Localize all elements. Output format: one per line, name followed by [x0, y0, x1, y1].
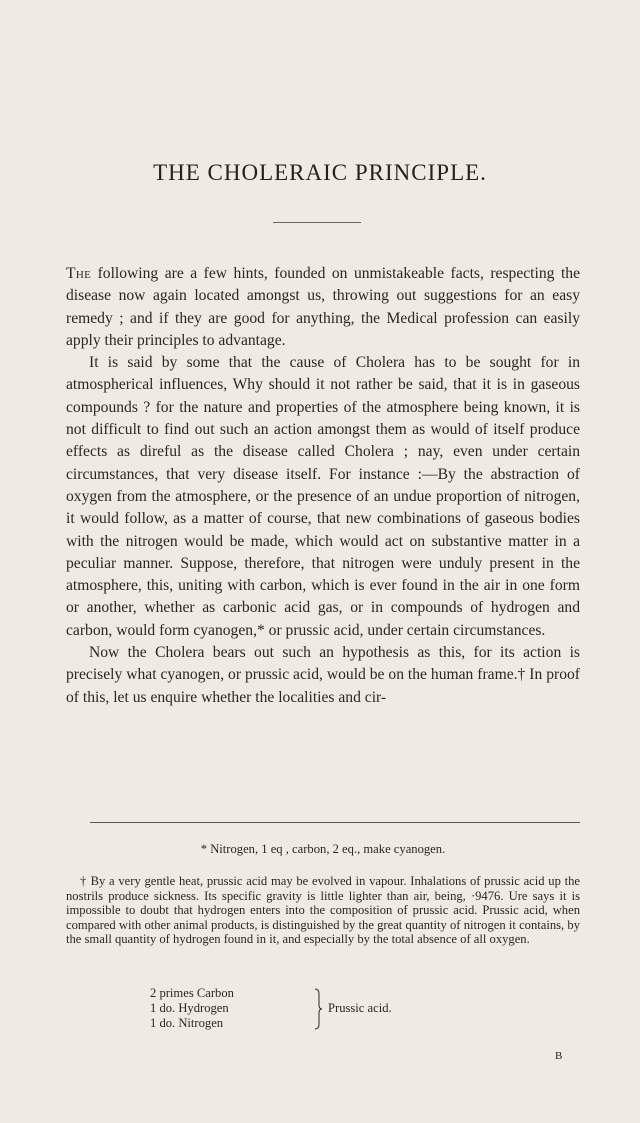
page-title: THE CHOLERAIC PRINCIPLE.: [153, 160, 487, 185]
composition-row: 1 do. Hydrogen: [150, 1001, 229, 1015]
composition-row: 1 do. Nitrogen: [150, 1016, 224, 1030]
body-text: [66, 263, 580, 709]
footnote-rule: [90, 822, 580, 823]
footnote-2: [66, 874, 580, 947]
composition-table: [150, 986, 392, 1031]
composition-row: 2 primes Carbon: [150, 986, 234, 1000]
paragraph-3: Now the Cholera bears out such an hypothesis as this, for its action is precisely what cyanogen, or prussic acid, would be on the human frame.† In proof of this, let us enquire whether the localities and cir-: [66, 644, 580, 706]
footnote-1: * Nitrogen, 1 eq , carbon, 2 eq., make cyanogen.: [200, 842, 446, 856]
title-rule: [273, 222, 361, 223]
brace-icon: [314, 988, 322, 1030]
paragraph-1-text: following are a few hints, founded on unmistakeable facts, respecting the disease now again located amongst us, throwing out suggestions for an easy remedy ; and if they are good for anything, the Medical profession can easily apply their principles to advantage.: [66, 265, 580, 349]
signature-mark: B: [555, 1050, 563, 1062]
paragraph-2: It is said by some that the cause of Cholera has to be sought for in atmospherical influences, Why should it not rather be said, that it is in gaseous compounds ? for the nature and properties of the atmosphere being known, it is not difficult to find out such an action amongst them as would of itself produce effects as direful as the disease called Cholera ; nay, even under certain circumstances, that very disease itself. For instance :—By the abstraction of oxygen from the atmosphere, or the presence of an undue proportion of nitrogen, it would follow, as a matter of course, that new combinations of gaseous bodies with the nitrogen would be made, which would act on substantive matter in a peculiar manner. Suppose, therefore, that nitrogen were unduly present in the atmosphere, this, uniting with carbon, which is ever found in the air in one form or another, whether as carbonic acid gas, or in compounds of hydrogen and carbon, would form cyanogen,* or prussic acid, under certain circumstances.: [66, 354, 580, 639]
paragraph-1-lead: The: [66, 265, 92, 282]
footnote-2-text: † By a very gentle heat, prussic acid may be evolved in vapour. Inhalations of prussic acid up the nostrils produce sickness. Its specific gravity is little lighter than air, being, ·9476. Ure says it is impossible to doubt that hydrogen enters into the composition of prussic acid. Prussic acid, when compared with other animal products, is distinguished by the great quantity of nitrogen it contains, by the small quantity of hydrogen found in it, and especially by the total absence of all oxygen.: [66, 874, 580, 947]
paragraph-1: [66, 263, 580, 352]
composition-result: Prussic acid.: [328, 1001, 392, 1015]
